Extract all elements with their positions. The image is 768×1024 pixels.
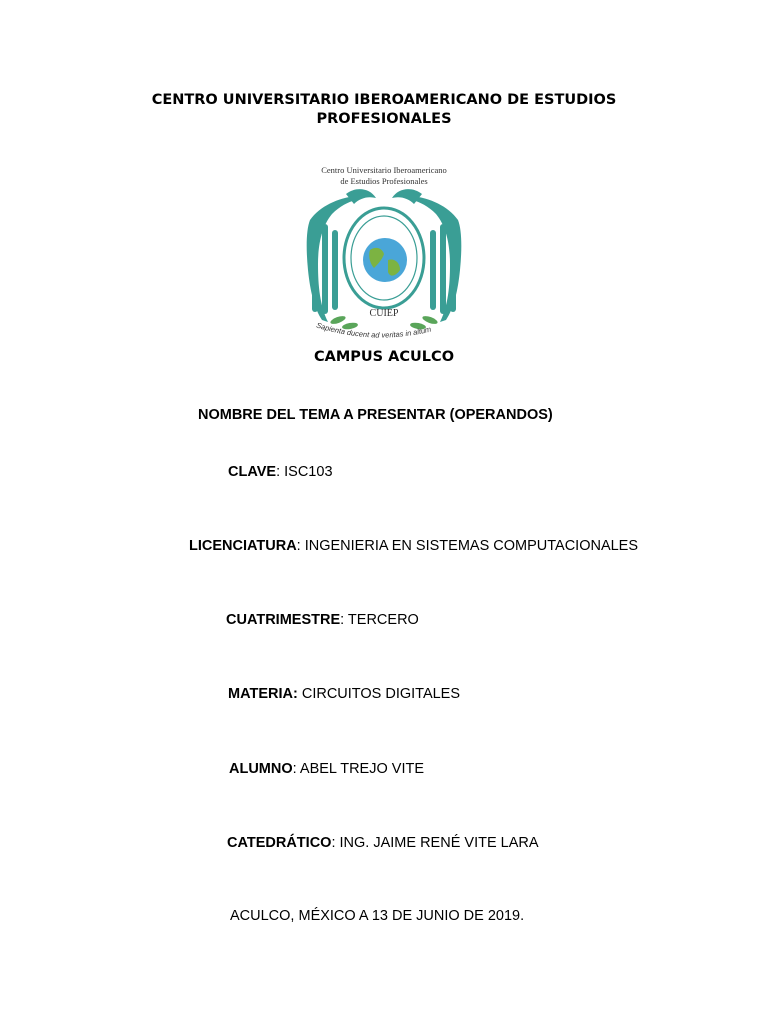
field-value: TERCERO (347, 612, 419, 628)
globe-icon (363, 238, 407, 282)
field-value: ING. JAIME RENÉ VITE LARA (339, 835, 539, 851)
field-label: MATERIA: (228, 686, 298, 702)
field-label: CATEDRÁTICO (227, 835, 332, 851)
institution-logo (298, 160, 470, 346)
field-alumno: ALUMNO: ABEL TREJO VITE (229, 761, 424, 777)
field-label: CUATRIMESTRE (226, 612, 341, 628)
field-value: ABEL TREJO VITE (299, 761, 424, 777)
logo-text-line1: Centro Universitario Iberoamericano (321, 165, 447, 175)
logo-acronym: CUIEP (369, 308, 399, 319)
field-label: CLAVE (228, 464, 277, 480)
institution-title-line1: CENTRO UNIVERSITARIO IBEROAMERICANO DE ESTUDIOS (151, 92, 617, 108)
footer-date: ACULCO, MÉXICO A 13 DE JUNIO DE 2019. (230, 908, 525, 924)
field-label: LICENCIATURA (189, 538, 297, 554)
topic-title: NOMBRE DEL TEMA A PRESENTAR (OPERANDOS) (198, 407, 553, 423)
field-value: ISC103 (284, 464, 333, 480)
logo-text-line2: de Estudios Profesionales (340, 176, 428, 186)
campus-name: CAMPUS ACULCO (313, 349, 455, 365)
field-value: INGENIERIA EN SISTEMAS COMPUTACIONALES (304, 538, 639, 554)
field-licenciatura: LICENCIATURA: INGENIERIA EN SISTEMAS COMPUTACIONALES (189, 538, 639, 554)
field-cuatrimestre: CUATRIMESTRE: TERCERO (226, 612, 419, 628)
field-clave: CLAVE: ISC103 (228, 464, 333, 480)
field-materia (228, 686, 460, 702)
field-label: ALUMNO (229, 761, 293, 777)
field-catedratico: CATEDRÁTICO: ING. JAIME RENÉ VITE LARA (227, 835, 539, 851)
field-value: CIRCUITOS DIGITALES (301, 686, 461, 702)
logo-motto: Sapienta ducent ad veritas in altum (315, 320, 432, 340)
institution-title-line2: PROFESIONALES (316, 111, 452, 127)
